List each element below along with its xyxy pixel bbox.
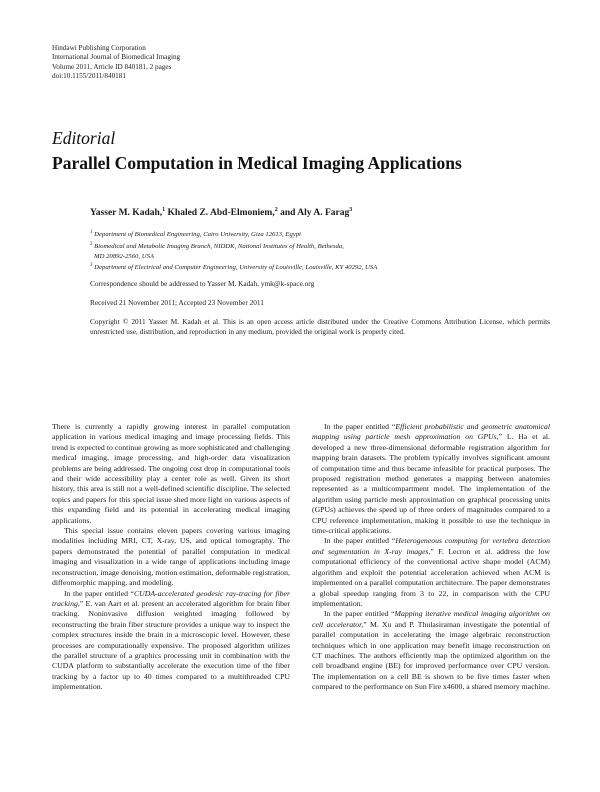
copyright-notice: Copyright © 2011 Yasser M. Kadah et al. This is an open access article distributed under the Creative Commons Attribution License, which permits unrestricted use, distribution, and reproduction in any medium, provided the original work is properly cited. [90, 317, 550, 337]
para-text: In the paper entitled “ [324, 536, 396, 546]
body-paragraph: This special issue contains eleven papers covering various imaging modalities including MRI, CT, X-ray, US, and optical tomography. The papers demonstrated the potential of parallel computation in medical imaging and visualization in a wide range of applications including image reconstruction, image denoising, motion estimation, deformable registration, diffeomorphic mapping, and modeling. [52, 526, 290, 588]
author-list [90, 207, 352, 218]
affil-text: Department of Biomedical Engineering, Cairo University, Giza 12613, Egypt [92, 231, 302, 239]
para-text: In the paper entitled “ [64, 588, 134, 598]
paper-title-ref: Mapping iterative medical imaging algorithm on cell accelerator, [312, 609, 550, 629]
body-paragraph [312, 536, 550, 609]
body-paragraph [312, 609, 550, 692]
affil-mark: 2 [90, 241, 93, 247]
paper-title-ref: CUDA-accelerated geodesic ray-tracing for fiber tracking, [52, 588, 290, 608]
author-affil-mark: 3 [349, 207, 353, 213]
paper-title-ref: Heterogeneous computing for vertebra detection and segmentation in X-ray images, [312, 536, 550, 556]
affil-text: MD 20892-2560, USA [94, 252, 154, 260]
doi: doi:10.1155/2011/840181 [52, 71, 126, 80]
publisher-name: Hindawi Publishing Corporation [52, 44, 146, 52]
author-affil-mark: 2 [274, 207, 278, 213]
body-paragraph: There is currently a rapidly growing interest in parallel computation application in various medical imaging and image processing fields. This trend is expected to continue growing as more sophisticated and challenging medical imaging, image processing, and high-order data visualization problems are being addressed. The ongoing cost drop in computational tools and their wide accessibility play a center role as well. Given its short history, this area is still not a well-defined scientific discipline. The selected topics and papers for this special issue shed more light on various aspects of this expanding field and its potential in accelerating medical imaging applications. [52, 422, 290, 525]
author-name: Yasser M. Kadah, [90, 208, 163, 219]
journal-name: International Journal of Biomedical Imaging [52, 53, 181, 62]
para-text: ” M. Xu and P. Thulasiraman investigate the potential of parallel computation in accelerating the image algebraic reconstruction techniques which in one application may benefit image reconstruction on CT machines. The authors efficiently map the optimized algorithm on the cell broadband engine (BE) for improved performance over CPU version. The implementation on a cell BE is shown to be five times faster when compared to the performance on Sun Fire x4600, a shared memory machine. [312, 619, 550, 692]
body-paragraph [312, 422, 550, 536]
body-column-right [312, 422, 550, 693]
volume-info: Volume 2011, Article ID 840181, 2 pages [52, 62, 172, 71]
paper-title-ref: Efficient probabilistic and geometric anatomical mapping using particle mesh approximation on GPUs, [312, 422, 550, 442]
para-text: ” E. van Aart et al. present an accelerated algorithm for brain fiber tracking. Noninvasive diffusion weighted imaging followed by reconstructing the brain fiber structure provides a unique way to inspect the complex structures inside the brain in a microscopic level. However, these processes are computationally expensive. The proposed algorithm utilizes the parallel structure of a graphics processing unit in combination with the CUDA platform to substantially accelerate the execution time of the fiber tracking by a factor up to 40 times compared to a multithreaded CPU implementation. [52, 598, 290, 692]
body-paragraph [52, 589, 290, 693]
affil-text: Department of Electrical and Computer Engineering, University of Louisville, Louisville, KY 40292, USA [92, 264, 378, 272]
para-text: In the paper entitled “ [324, 422, 396, 431]
body-column-left [52, 422, 290, 693]
article-type-label: Editorial [52, 128, 116, 148]
affiliation [90, 228, 377, 240]
author-name: and Aly A. Farag [277, 208, 350, 219]
para-text: ” L. Ha et al. developed a new three-dimensional deformable registration algorithm for mapping brain datasets. The problem typically involves significant amount of computation time and thus became infeasible for practical purposes. The proposed registration method generates a mapping between anatomies represented as a multicompartment model. The implementation of the algorithm using particle mesh approximation on graphical processing units (GPUs) achieves the speed up of three orders of magnitudes compared to a CPU reference implementation, making it possible to use the technique in time-critical applications. [312, 432, 550, 536]
para-text: ” F. Lecron et al. address the low computational efficiency of the conventional active shape model (ACM) algorithm and exploit the potential acceleration achieved when ACM is implemented on a parallel computation architecture. The paper demonstrates a global speedup ranging from 3 to 22, in comparison with the CPU implementation. [312, 546, 550, 608]
dates-line: Received 21 November 2011; Accepted 23 November 2011 [90, 298, 264, 307]
affiliation [90, 240, 377, 252]
affil-mark: 1 [90, 230, 93, 235]
author-affil-mark: 1 [162, 207, 166, 213]
affiliation-list [90, 228, 377, 273]
article-title: Parallel Computation in Medical Imaging Applications [52, 153, 462, 173]
correspondence-line: Correspondence should be addressed to Yasser M. Kadah, ymk@k-space.org [90, 279, 315, 288]
journal-header [52, 44, 180, 81]
affiliation [90, 261, 377, 273]
para-text: In the paper entitled “ [324, 609, 395, 619]
affil-text: Biomedical and Metabolic Imaging Branch, NIDDK, National Institutes of Health, Bethesda, [92, 243, 344, 251]
author-name: Khaled Z. Abd-Elmoniem, [165, 208, 275, 219]
affil-mark: 3 [90, 263, 93, 269]
affiliation [90, 252, 377, 262]
